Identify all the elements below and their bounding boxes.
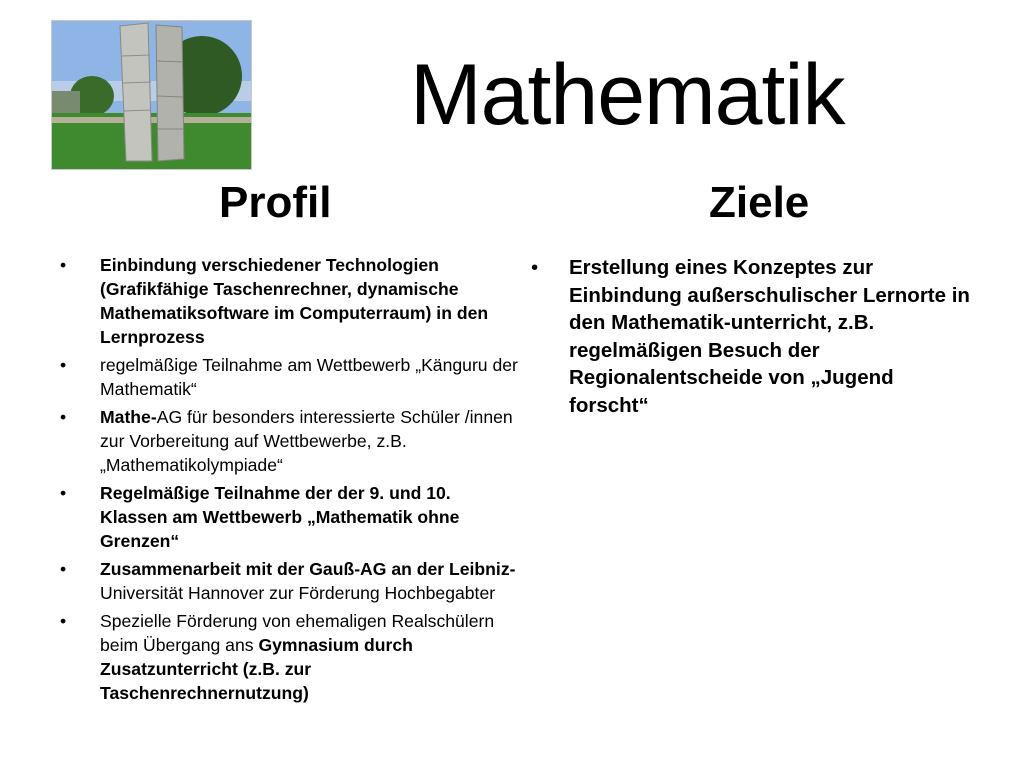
list-item — [60, 609, 520, 705]
list-item-text: Universität Hannover zur Förderung Hochbegabter — [100, 583, 496, 603]
list-item-text-bold: Mathe- — [100, 407, 157, 427]
list-item — [60, 405, 520, 477]
bullet-icon: • — [60, 559, 67, 579]
list-item-text-bold: Gymnasium durch Zusatzunterricht (z.B. zur Taschenrechnernutzung) — [100, 635, 413, 703]
profil-list — [60, 253, 520, 709]
ziele-list — [531, 254, 971, 419]
bullet-icon: • — [60, 355, 67, 375]
list-item-text: Einbindung verschiedener Technologien (Grafikfähige Taschenrechner, dynamische Mathematiksoftware im Computerraum) in den Lernprozess — [100, 255, 489, 347]
ziele-heading: Ziele — [709, 178, 810, 227]
bullet-icon: • — [531, 256, 539, 279]
list-item — [60, 353, 520, 401]
list-item-text: Regelmäßige Teilnahme der der 9. und 10. Klassen am Wettbewerb „Mathematik ohne Grenzen“ — [100, 483, 460, 551]
list-item-text: regelmäßige Teilnahme am Wettbewerb „Känguru der Mathematik“ — [100, 355, 518, 399]
list-item-text: AG für besonders interessierte Schüler /innen zur Vorbereitung auf Wettbewerbe, z.B. „Mathematikolympiade“ — [100, 407, 513, 475]
list-item-text: Erstellung eines Konzeptes zur Einbindung außerschulischer Lernorte in den Mathematik-unterricht, z.B. regelmäßigen Besuch der Regionalentscheide von „Jugend forscht“ — [569, 256, 970, 417]
slide-title: Mathematik — [410, 47, 845, 143]
list-item — [60, 253, 520, 349]
list-item-text-bold: Zusammenarbeit mit der Gauß-AG an der Leibniz- — [100, 559, 516, 579]
list-item — [60, 557, 520, 605]
list-item — [531, 254, 971, 419]
list-item-text: Spezielle Förderung von ehemaligen Realschülern beim Übergang ans — [100, 611, 495, 655]
bullet-icon: • — [60, 255, 67, 275]
list-item — [60, 481, 520, 553]
profil-heading: Profil — [219, 178, 332, 227]
bullet-icon: • — [60, 611, 67, 631]
stone-sculpture-photo — [52, 21, 251, 169]
bullet-icon: • — [60, 483, 67, 503]
bullet-icon: • — [60, 407, 67, 427]
photo-illustration — [52, 21, 251, 169]
